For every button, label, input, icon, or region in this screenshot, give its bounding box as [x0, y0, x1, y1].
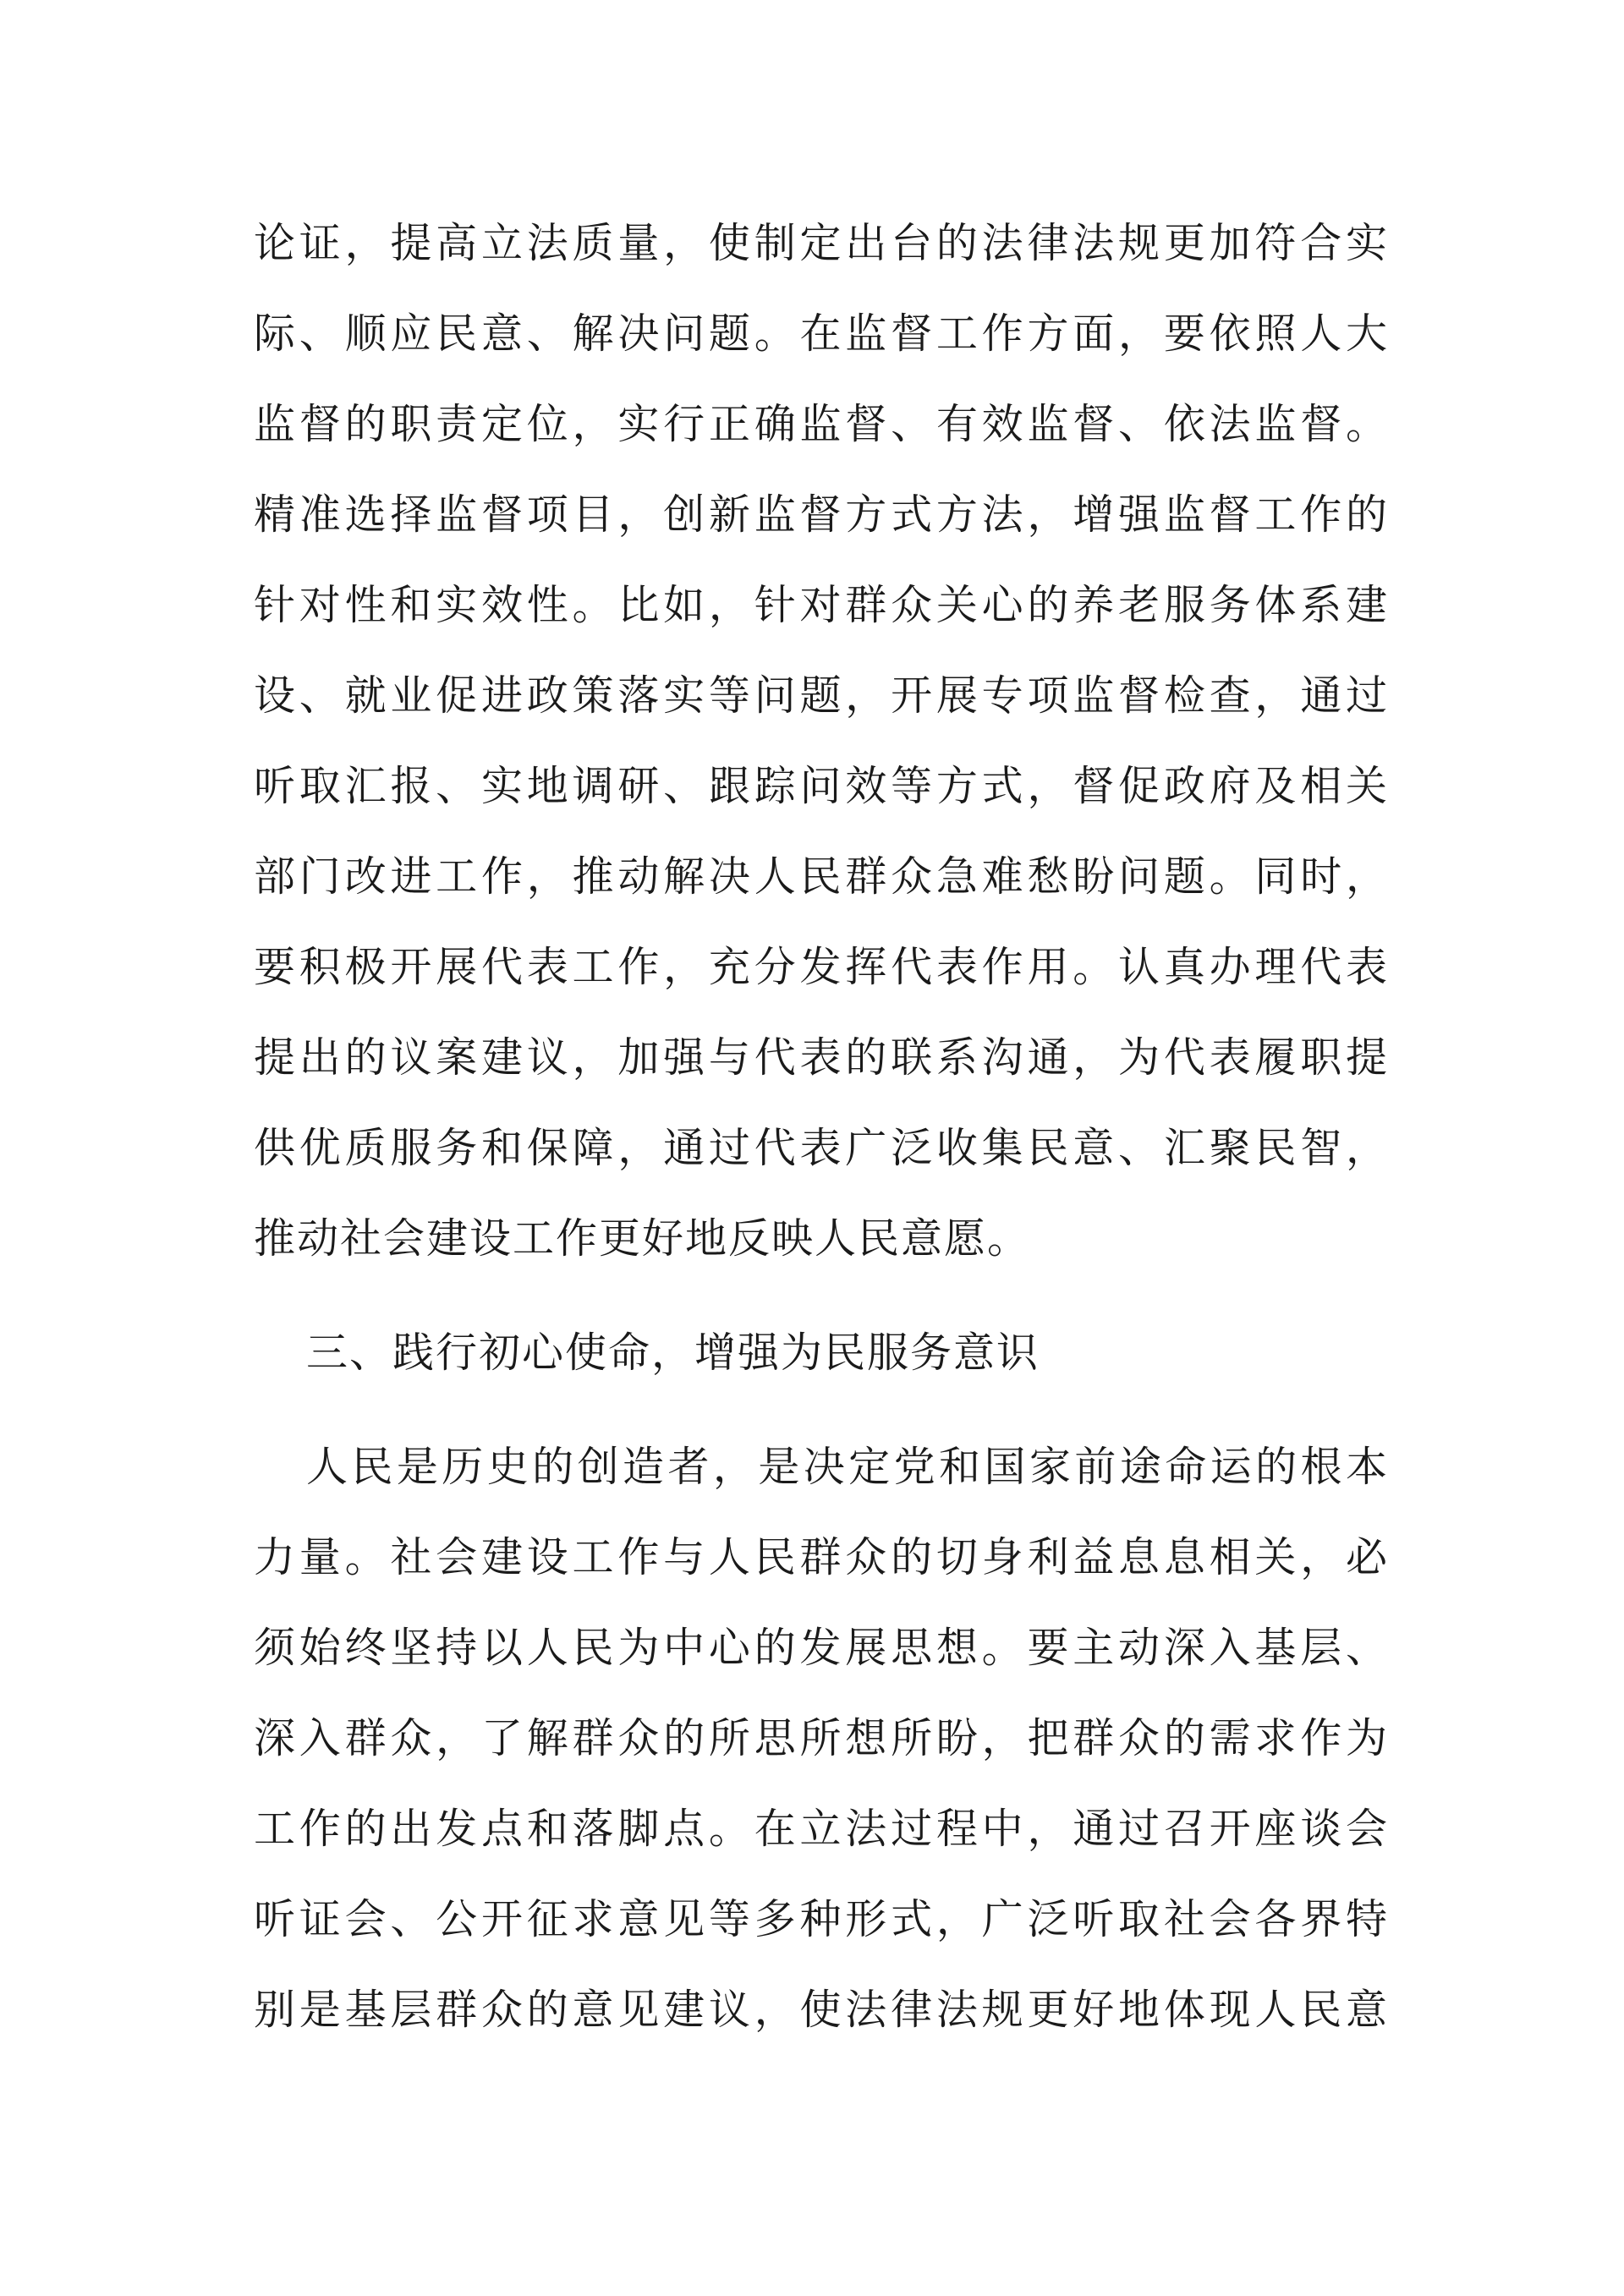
paragraph-2-line-1: 人民是历史的创造者，是决定党和国家前途命运的根本: [306, 1443, 1387, 1491]
paragraph-1-line-11: 供优质服务和保障，通过代表广泛收集民意、汇聚民智，: [254, 1124, 1387, 1172]
section-heading: 三、践行初心使命，增强为民服务意识: [306, 1329, 1040, 1377]
paragraph-2-line-6: 听证会、公开征求意见等多种形式，广泛听取社会各界特: [254, 1895, 1387, 1943]
paragraph-1-line-9: 要积极开展代表工作，充分发挥代表作用。认真办理代表: [254, 943, 1387, 991]
paragraph-2-line-7: 别是基层群众的意见建议，使法律法规更好地体现人民意: [254, 1986, 1387, 2034]
paragraph-2-line-3: 须始终坚持以人民为中心的发展思想。要主动深入基层、: [254, 1624, 1387, 1672]
paragraph-1-line-3: 监督的职责定位，实行正确监督、有效监督、依法监督。: [254, 400, 1387, 448]
paragraph-1-line-6: 设、就业促进政策落实等问题，开展专项监督检查，通过: [254, 671, 1387, 720]
paragraph-1-line-8: 部门改进工作，推动解决人民群众急难愁盼问题。同时，: [254, 852, 1387, 901]
paragraph-1-line-7: 听取汇报、实地调研、跟踪问效等方式，督促政府及相关: [254, 762, 1387, 810]
paragraph-2-line-2: 力量。社会建设工作与人民群众的切身利益息息相关，必: [254, 1533, 1387, 1581]
paragraph-1-line-4: 精准选择监督项目，创新监督方式方法，增强监督工作的: [254, 490, 1387, 539]
paragraph-1-line-12: 推动社会建设工作更好地反映人民意愿。: [254, 1214, 1031, 1263]
paragraph-1-line-10: 提出的议案建议，加强与代表的联系沟通，为代表履职提: [254, 1033, 1387, 1082]
paragraph-1-line-1: 论证，提高立法质量，使制定出台的法律法规更加符合实: [254, 219, 1387, 267]
paragraph-1-line-2: 际、顺应民意、解决问题。在监督工作方面，要依照人大: [254, 310, 1387, 358]
paragraph-2-line-4: 深入群众，了解群众的所思所想所盼，把群众的需求作为: [254, 1714, 1387, 1762]
paragraph-1-line-5: 针对性和实效性。比如，针对群众关心的养老服务体系建: [254, 581, 1387, 629]
paragraph-2-line-5: 工作的出发点和落脚点。在立法过程中，通过召开座谈会: [254, 1805, 1387, 1853]
